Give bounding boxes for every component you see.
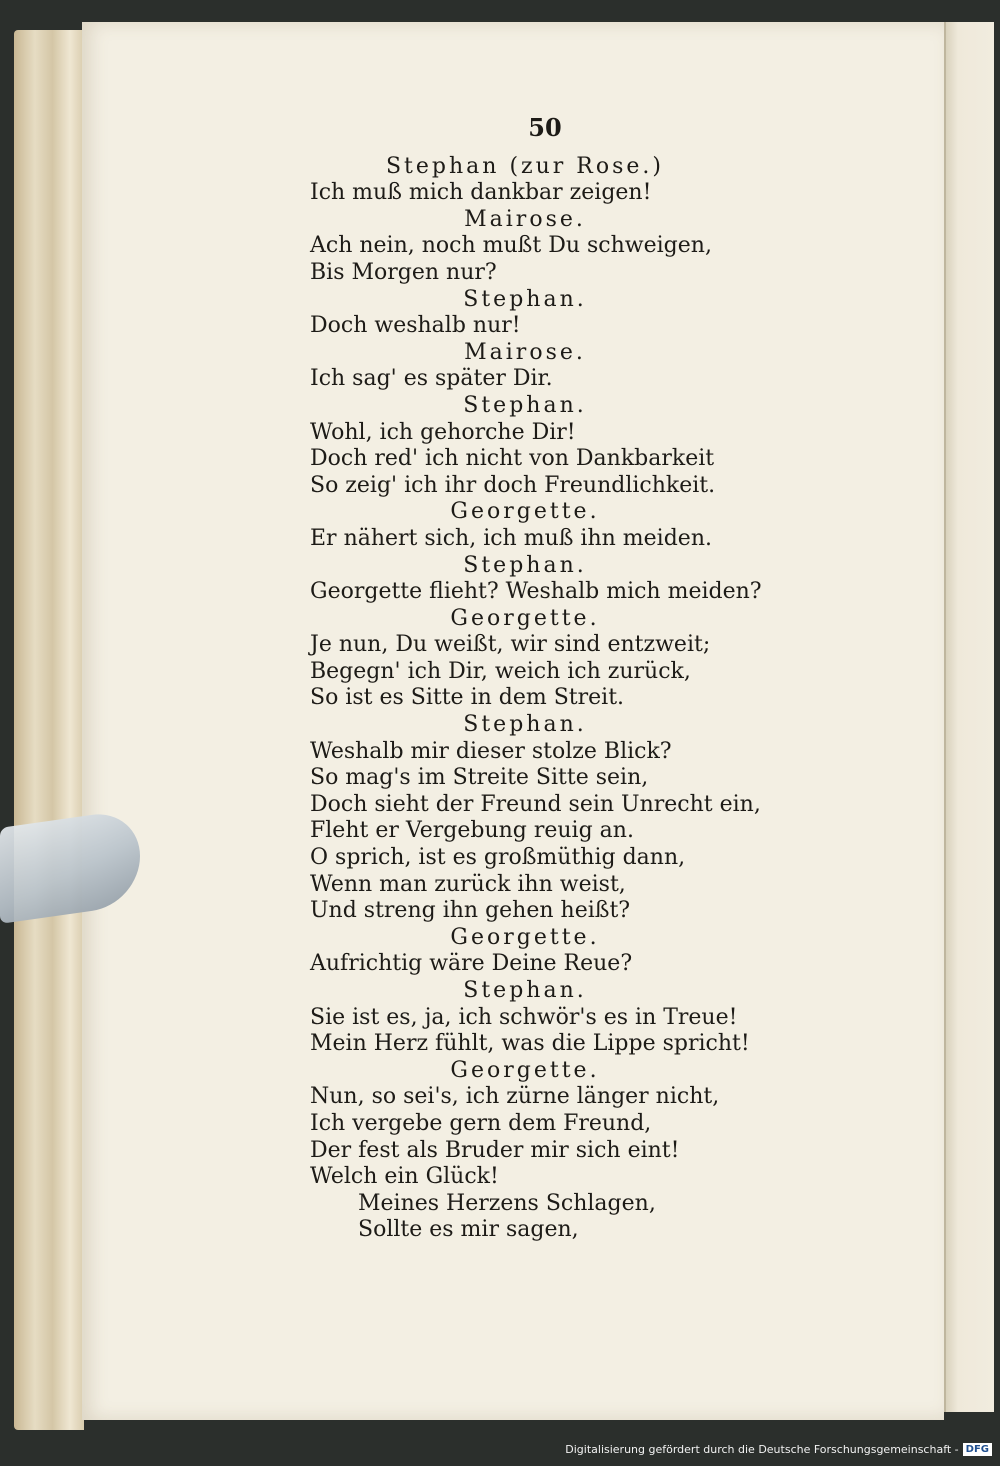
verse-line: So zeig' ich ihr doch Freundlichkeit. bbox=[310, 472, 716, 498]
speaker-name: Stephan. bbox=[463, 712, 587, 738]
next-page-leaf bbox=[944, 22, 994, 1412]
verse-line: Bis Morgen nur? bbox=[310, 259, 497, 285]
verse-line: Weshalb mir dieser stolze Blick? bbox=[310, 738, 672, 764]
page-text bbox=[310, 113, 762, 1244]
verse-line: Doch sieht der Freund sein Unrecht ein, bbox=[310, 791, 761, 817]
verse-line: Ich sag' es später Dir. bbox=[310, 366, 553, 392]
verse-line: Ich vergebe gern dem Freund, bbox=[310, 1110, 652, 1136]
page-number: 50 bbox=[528, 113, 562, 142]
verse-line: Je nun, Du weißt, wir sind entzweit; bbox=[310, 632, 711, 658]
verse-line: Aufrichtig wäre Deine Reue? bbox=[310, 951, 633, 977]
verse-line: Sie ist es, ja, ich schwör's es in Treue! bbox=[310, 1004, 738, 1030]
verse-line: So mag's im Streite Sitte sein, bbox=[310, 765, 649, 791]
verse-line: Sollte es mir sagen, bbox=[358, 1217, 579, 1243]
footer-credit: Digitalisierung gefördert durch die Deutsche Forschungsgemeinschaft - bbox=[565, 1443, 959, 1456]
speaker-name: Georgette. bbox=[450, 1057, 600, 1083]
verse-line: O sprich, ist es großmüthig dann, bbox=[310, 845, 686, 871]
speaker-name: Stephan. bbox=[463, 286, 587, 312]
verse-line: Wenn man zurück ihn weist, bbox=[310, 871, 626, 897]
verse-line: Fleht er Vergebung reuig an. bbox=[310, 818, 634, 844]
verse-line: Und streng ihn gehen heißt? bbox=[310, 898, 631, 924]
verse-line: Ach nein, noch mußt Du schweigen, bbox=[310, 233, 712, 259]
speaker-name: Mairose. bbox=[464, 206, 586, 232]
verse-line: Wohl, ich gehorche Dir! bbox=[310, 419, 576, 445]
speaker-name: Stephan (zur Rose.) bbox=[385, 153, 664, 179]
verse-lines bbox=[310, 153, 762, 1244]
speaker-name: Stephan. bbox=[463, 552, 587, 578]
verse-line: Doch weshalb nur! bbox=[310, 313, 521, 339]
verse-line: Mein Herz fühlt, was die Lippe spricht! bbox=[310, 1031, 750, 1057]
verse-line: Ich muß mich dankbar zeigen! bbox=[310, 180, 652, 206]
speaker-name: Georgette. bbox=[450, 924, 600, 950]
verse-line: So ist es Sitte in dem Streit. bbox=[310, 685, 625, 711]
book-edge-left bbox=[14, 30, 84, 1430]
verse-line: Begegn' ich Dir, weich ich zurück, bbox=[310, 658, 691, 684]
verse-line: Doch red' ich nicht von Dankbarkeit bbox=[310, 446, 715, 472]
verse-line: Der fest als Bruder mir sich eint! bbox=[310, 1137, 680, 1163]
speaker-name: Georgette. bbox=[450, 605, 600, 631]
speaker-name: Mairose. bbox=[464, 339, 586, 365]
digitization-footer bbox=[565, 1443, 992, 1456]
speaker-name: Stephan. bbox=[463, 392, 587, 418]
speaker-name: Georgette. bbox=[450, 499, 600, 525]
verse-line: Er nähert sich, ich muß ihn meiden. bbox=[310, 525, 712, 551]
verse-line: Meines Herzens Schlagen, bbox=[358, 1190, 656, 1216]
verse-line: Georgette flieht? Weshalb mich meiden? bbox=[310, 579, 762, 605]
dfg-logo-icon: DFG bbox=[963, 1443, 992, 1456]
speaker-name: Stephan. bbox=[463, 978, 587, 1003]
verse-line: Welch ein Glück! bbox=[310, 1164, 499, 1190]
verse-line: Nun, so sei's, ich zürne länger nicht, bbox=[310, 1084, 720, 1110]
